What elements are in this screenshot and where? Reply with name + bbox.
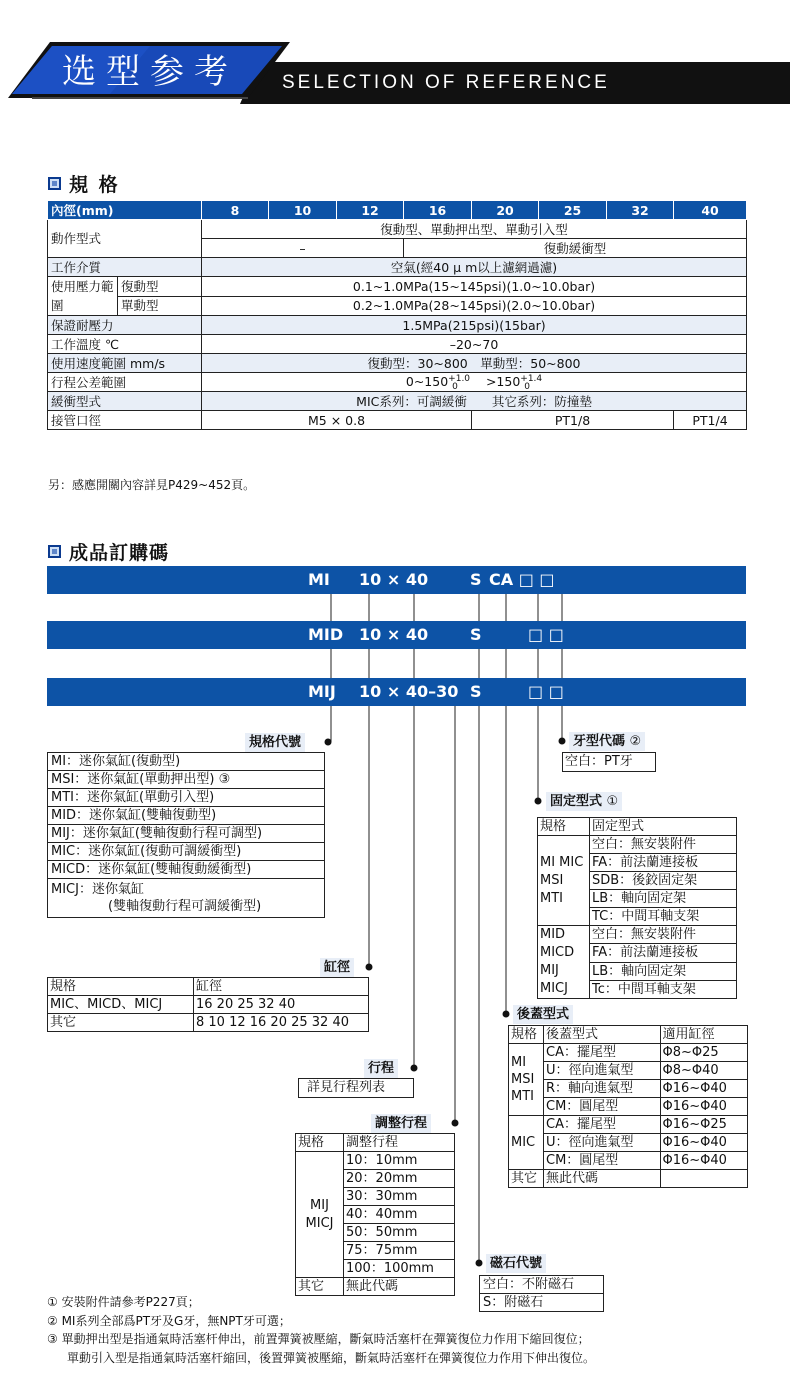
pressure-single-value: 0.2~1.0MPa(28~145psi)(2.0~10.0bar): [202, 296, 747, 316]
thread-code-title: 牙型代碼 ②: [569, 732, 645, 751]
order-heading: 成品訂購碼: [48, 538, 169, 565]
bore-col: 20: [472, 201, 539, 220]
bore-code-title: 缸徑: [320, 958, 354, 977]
model-code-list: [47, 752, 325, 918]
medium-label: 工作介質: [48, 258, 202, 277]
bore-col: 25: [539, 201, 607, 220]
temp-value: –20~70: [202, 335, 747, 354]
medium-value: 空氣(經40 μ m以上濾網過濾): [202, 258, 747, 277]
cushion-label: 緩衝型式: [48, 392, 202, 411]
adjust-stroke-table: 規格 調整行程 MIJ MICJ 10：10mm 20：20mm 30：30mm 40：40mm 50：50mm 75：75mm 100：100mm 其它 無此代碼: [295, 1133, 455, 1296]
model-code-title: 規格代號: [245, 733, 305, 752]
mount-type-title: 固定型式 ①: [546, 792, 622, 811]
model-item: MI：迷你氣缸(復動型): [48, 753, 324, 771]
footnote: ② MI系列全部爲PT牙及G牙，無NPT牙可選；: [47, 1314, 291, 1328]
bore-col: 32: [607, 201, 674, 220]
rear-cover-table: 規格 後蓋型式 適用缸徑 MI MSI MTI CA：擺尾型 Φ8~Φ25 U：徑向進氣型 Φ8~Φ40 R：軸向進氣型 Φ16~Φ40 CM：圓尾型 Φ16~Φ40 MIC CA：擺尾型 Φ16~Φ25 U：徑向進氣型 Φ16~Φ40 CM：圓尾型 Φ16~Φ40 其它 無此代碼: [508, 1025, 748, 1188]
stroke-title: 行程: [364, 1059, 398, 1078]
port-b: PT1/8: [472, 411, 674, 430]
temp-label: 工作溫度 ℃: [48, 335, 202, 354]
model-item: MIC：迷你氣缸(復動可調緩衝型): [48, 843, 324, 861]
model-item: MSI：迷你氣缸(單動押出型) ③: [48, 771, 324, 789]
spec-note: 另：感應開關內容詳見P429~452頁。: [48, 478, 256, 492]
order-code-bar-2: MID 10 × 40 S □ □: [47, 621, 746, 649]
bore-col: 8: [202, 201, 269, 220]
port-c: PT1/4: [674, 411, 747, 430]
action-line1: 復動型、單動押出型、單動引入型: [202, 220, 747, 239]
bore-col: 12: [337, 201, 404, 220]
footnote: ③ 單動押出型是指通氣時活塞杆伸出，前置彈簧被壓縮，斷氣時活塞杆在彈簧復位力作用下縮回復位；: [47, 1332, 590, 1346]
bore-col: 16: [404, 201, 472, 220]
model-item: MTI：迷你氣缸(單動引入型): [48, 789, 324, 807]
adjust-stroke-title: 調整行程: [371, 1114, 431, 1133]
model-item: MID：迷你氣缸(雙軸復動型): [48, 807, 324, 825]
magnet-code-list: 空白：不附磁石 S：附磁石: [479, 1275, 604, 1312]
proof-label: 保證耐壓力: [48, 316, 202, 335]
speed-label: 使用速度範圍 mm/s: [48, 354, 202, 373]
page-title: 选型参考: [62, 52, 238, 92]
rear-cover-title: 後蓋型式: [513, 1005, 573, 1024]
bore-col: 40: [674, 201, 747, 220]
action-label: 動作型式: [48, 220, 202, 258]
proof-value: 1.5MPa(215psi)(15bar): [202, 316, 747, 335]
stroke-value: 詳見行程列表: [298, 1078, 414, 1098]
footnote: 單動引入型是指通氣時活塞杆縮回，後置彈簧被壓縮，斷氣時活塞杆在彈簧復位力作用下伸出復位。: [67, 1351, 596, 1365]
cushion-value: MIC系列：可調緩衝 其它系列：防撞墊: [202, 392, 747, 411]
pressure-single-label: 單動型: [118, 296, 202, 316]
thread-code-value: 空白：PT牙: [562, 752, 656, 772]
order-code-bar-3: MIJ 10 × 40–30 S □ □: [47, 678, 746, 706]
action-line2b: 復動緩衝型: [404, 239, 747, 258]
page-subtitle: SELECTION OF REFERENCE: [282, 72, 610, 93]
footnote: ① 安裝附件請參考P227頁；: [47, 1295, 200, 1309]
model-item: MICD：迷你氣缸(雙軸復動緩衝型): [48, 861, 324, 879]
model-item: MIJ：迷你氣缸(雙軸復動行程可調型): [48, 825, 324, 843]
model-item: (雙軸復動行程可調緩衝型): [108, 899, 262, 914]
pressure-label: 使用壓力範圍: [48, 277, 118, 316]
spec-heading: 規 格: [48, 170, 120, 197]
pressure-double-value: 0.1~1.0MPa(15~145psi)(1.0~10.0bar): [202, 277, 747, 297]
bore-code-table: 規格 缸徑 MIC、MICD、MICJ 16 20 25 32 40 其它 8 10 12 16 20 25 32 40: [47, 977, 369, 1032]
model-item: MICJ：迷你氣缸: [51, 882, 144, 897]
bore-label: 內徑(mm): [48, 201, 202, 220]
tol-label: 行程公差範圍: [48, 373, 202, 392]
speed-value: 復動型：30~800 單動型：50~800: [202, 354, 747, 373]
port-label: 接管口徑: [48, 411, 202, 430]
port-a: M5 × 0.8: [202, 411, 472, 430]
action-line2a: –: [202, 239, 404, 258]
mount-type-table: 規格 固定型式 MI MIC MSI MTI 空白：無安裝附件 FA：前法蘭連接板 SDB：後鉸固定架 LB：軸向固定架 TC：中間耳軸支架 MID MICD MIJ MICJ 空白：無安裝附件 FA：前法蘭連接板 LB：軸向固定架 Tc：中間耳軸支架: [537, 817, 737, 999]
order-code-bar-1: MI 10 × 40 S CA □ □: [47, 566, 746, 594]
pressure-double-label: 復動型: [118, 277, 202, 297]
tol-value: 0~150 +1.0 0 >150 +1.4 0: [202, 373, 747, 392]
magnet-code-title: 磁石代號: [486, 1254, 546, 1273]
bore-col: 10: [269, 201, 337, 220]
